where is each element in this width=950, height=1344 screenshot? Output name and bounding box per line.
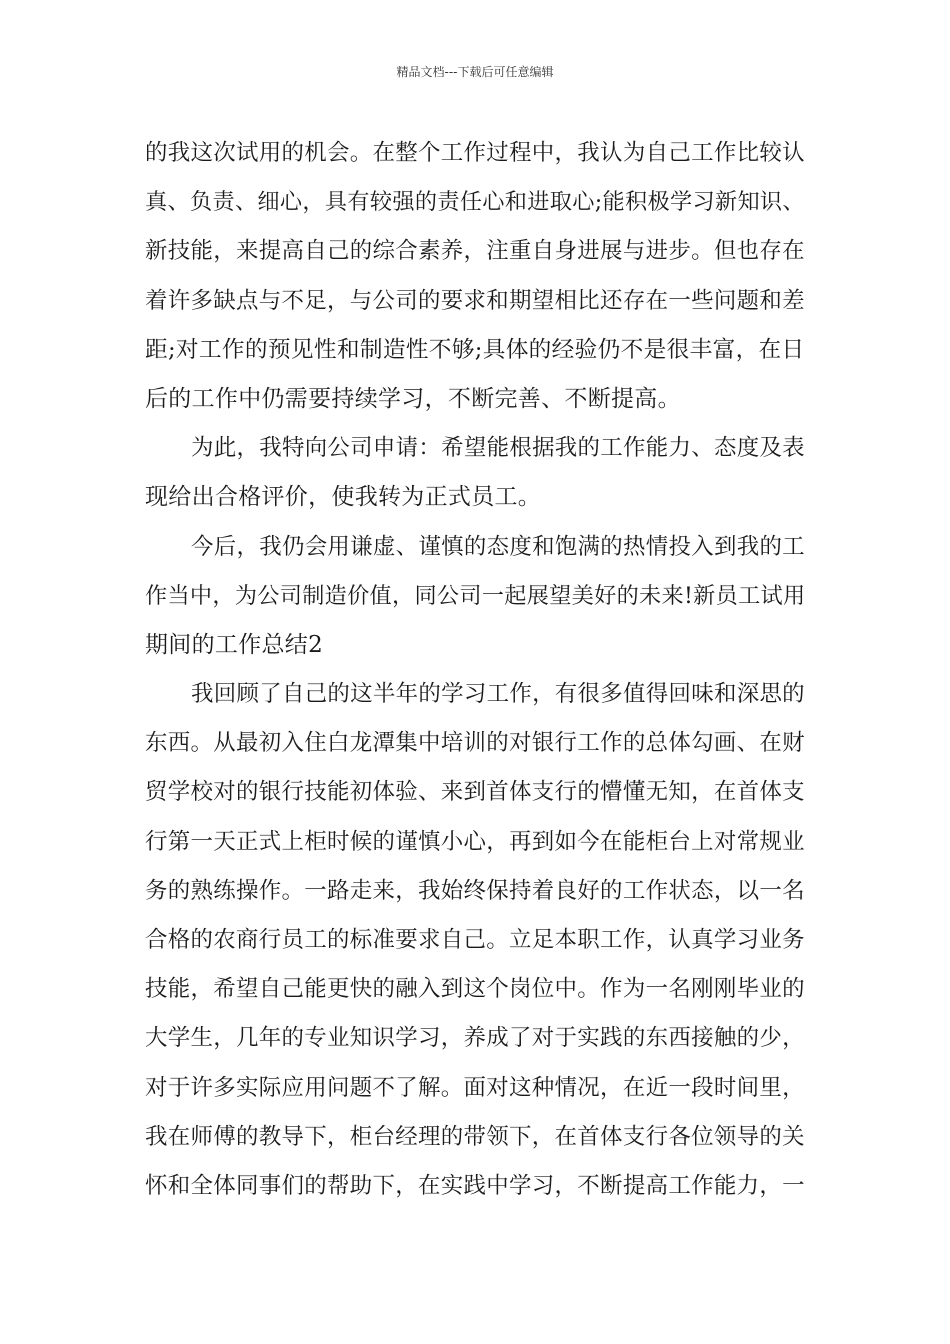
text-line: 东西。从最初入住白龙潭集中培训的对银行工作的总体勾画、在财 <box>145 730 805 757</box>
text-line: 真、负责、细心，具有较强的责任心和进取心;能积极学习新知识、 <box>145 189 805 216</box>
text-line: 我在师傅的教导下，柜台经理的带领下，在首体支行各位领导的关 <box>145 1123 805 1150</box>
text-line: 期间的工作总结2 <box>145 631 324 658</box>
text-line: 的我这次试用的机会。在整个工作过程中，我认为自己工作比较认 <box>145 140 805 166</box>
text-line: 我回顾了自己的这半年的学习工作，有很多值得回味和深思的 <box>191 681 805 708</box>
page-header: 精品文档---下载后可任意编辑 <box>396 65 554 79</box>
text-line: 着许多缺点与不足，与公司的要求和期望相比还存在一些问题和差 <box>145 287 805 314</box>
text-line: 大学生，几年的专业知识学习，养成了对于实践的东西接触的少， <box>145 1025 805 1052</box>
text-line: 技能，希望自己能更快的融入到这个岗位中。作为一名刚刚毕业的 <box>145 976 805 1003</box>
text-line: 怀和全体同事们的帮助下，在实践中学习，不断提高工作能力，一 <box>145 1172 805 1199</box>
text-line: 贸学校对的银行技能初体验、来到首体支行的懵懂无知，在首体支 <box>145 779 805 806</box>
text-line: 行第一天正式上柜时候的谨慎小心，再到如今在能柜台上对常规业 <box>145 828 805 855</box>
text-line: 距;对工作的预见性和制造性不够;具体的经验仍不是很丰富，在日 <box>145 336 805 363</box>
text-line: 作当中，为公司制造价值，同公司一起展望美好的未来!新员工试用 <box>145 582 806 609</box>
text-line: 后的工作中仍需要持续学习，不断完善、不断提高。 <box>145 385 681 412</box>
text-line: 务的熟练操作。一路走来，我始终保持着良好的工作状态，以一名 <box>145 877 805 904</box>
text-line: 今后，我仍会用谦虚、谨慎的态度和饱满的热情投入到我的工 <box>191 533 805 560</box>
text-line: 新技能，来提高自己的综合素养，注重自身进展与进步。但也存在 <box>145 238 805 265</box>
text-line: 现给出合格评价，使我转为正式员工。 <box>145 484 542 511</box>
document-body <box>145 129 805 1211</box>
text-line: 合格的农商行员工的标准要求自己。立足本职工作，认真学习业务 <box>145 927 805 953</box>
text-line: 对于许多实际应用问题不了解。面对这种情况，在近一段时间里， <box>145 1074 805 1101</box>
text-line: 为此，我特向公司申请：希望能根据我的工作能力、态度及表 <box>191 435 805 462</box>
